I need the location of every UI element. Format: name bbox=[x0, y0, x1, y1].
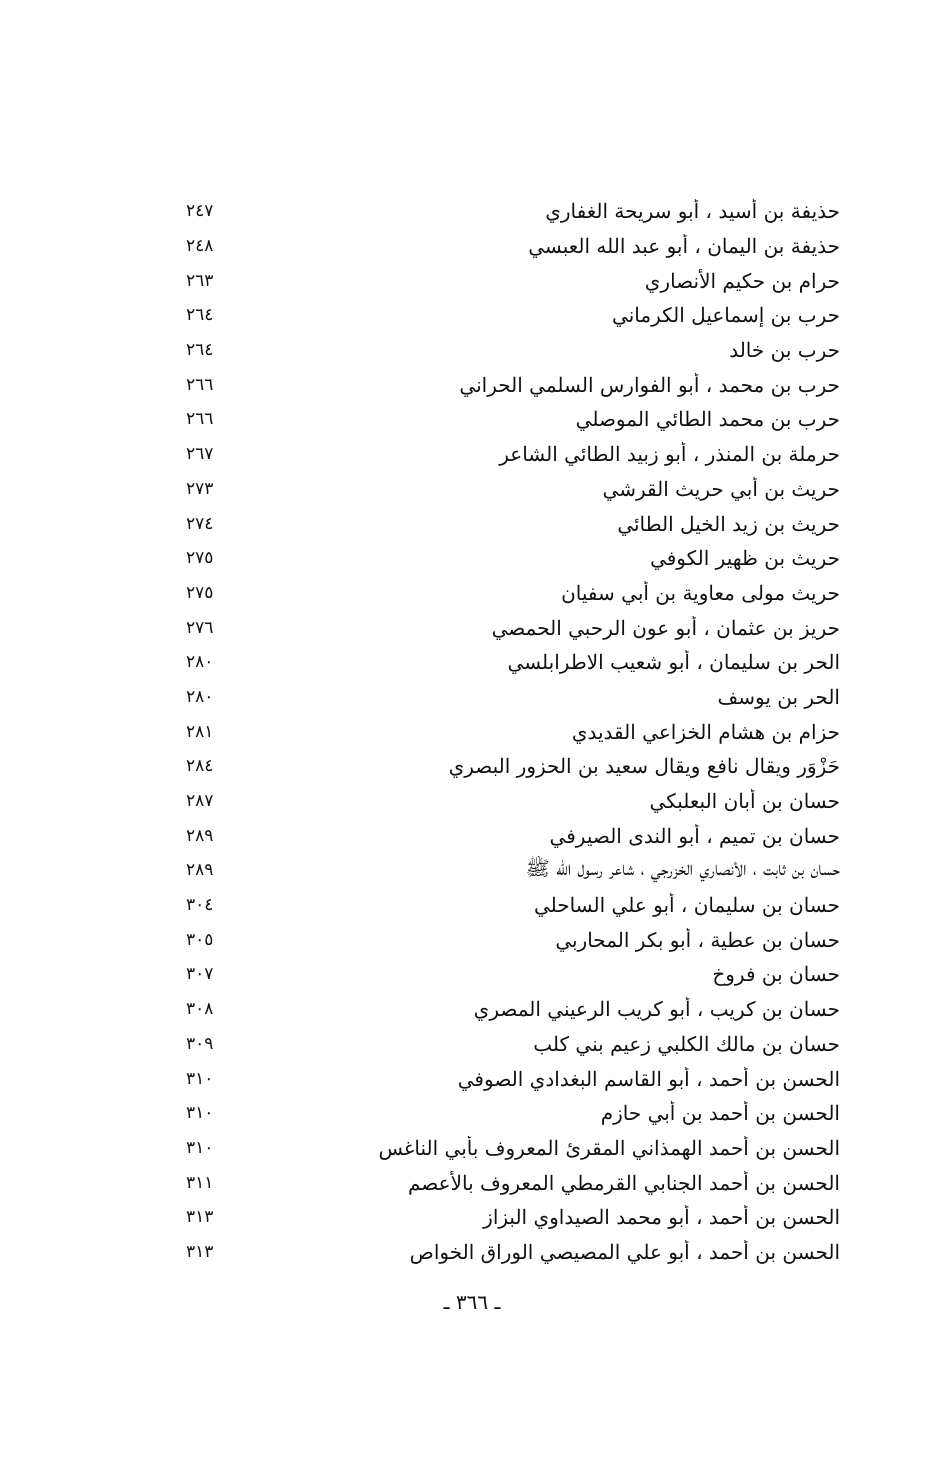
entry-name: الحسن بن أحمد ، أبو محمد الصيداوي البزاز bbox=[483, 1205, 840, 1230]
entry-page-number: ٢٨٠ bbox=[186, 686, 214, 707]
index-entry bbox=[180, 714, 840, 749]
entry-name: حريث بن أبي حريث القرشي bbox=[602, 476, 840, 501]
entry-page-number: ٢٦٧ bbox=[186, 444, 214, 465]
entry-name: حسان بن مالك الكلبي زعيم بني كلب bbox=[533, 1031, 840, 1056]
entry-page-number: ٢٧٥ bbox=[186, 582, 214, 603]
entry-page-number: ٢٦٣ bbox=[186, 270, 214, 291]
entry-name: الحر بن يوسف bbox=[717, 684, 840, 709]
entry-page-number: ٢٦٦ bbox=[186, 409, 214, 430]
entry-page-number: ٣٠٨ bbox=[186, 999, 214, 1020]
entry-name: حسان بن أبان البعلبكي bbox=[649, 789, 840, 814]
entry-name: حريث بن ظهير الكوفي bbox=[650, 546, 840, 571]
entry-name: حريث مولى معاوية بن أبي سفيان bbox=[561, 580, 840, 605]
index-entry bbox=[180, 1131, 840, 1166]
page-number: ـ ٣٦٦ ـ bbox=[443, 1290, 501, 1314]
index-entry bbox=[180, 263, 840, 298]
entry-name: حسان بن تميم ، أبو الندى الصيرفي bbox=[549, 823, 840, 848]
index-entry bbox=[180, 333, 840, 368]
index-entry bbox=[180, 680, 840, 715]
entry-page-number: ٢٨٩ bbox=[186, 860, 214, 881]
index-entry bbox=[180, 853, 840, 888]
index-entry bbox=[180, 298, 840, 333]
index-entry bbox=[180, 749, 840, 784]
index-entry bbox=[180, 957, 840, 992]
index-entry bbox=[180, 402, 840, 437]
entry-name: حسان بن عطية ، أبو بكر المحاربي bbox=[555, 927, 840, 952]
entry-page-number: ٢٤٧ bbox=[186, 201, 214, 222]
entry-name: حذيفة بن اليمان ، أبو عبد الله العبسي bbox=[528, 234, 840, 259]
entry-name: حرب بن محمد ، أبو الفوارس السلمي الحراني bbox=[459, 372, 840, 397]
entry-page-number: ٢٦٦ bbox=[186, 374, 214, 395]
index-entry bbox=[180, 818, 840, 853]
entry-page-number: ٢٧٣ bbox=[186, 478, 214, 499]
index-entry bbox=[180, 784, 840, 819]
index-entry bbox=[180, 1027, 840, 1062]
entry-name: حسان بن سليمان ، أبو علي الساحلي bbox=[533, 893, 840, 918]
index-entry bbox=[180, 645, 840, 680]
entry-name: الحسن بن أحمد بن أبي حازم bbox=[600, 1101, 840, 1126]
index-entry bbox=[180, 506, 840, 541]
entry-name: الحسن بن أحمد الجنابي القرمطي المعروف بالأعصم bbox=[407, 1170, 840, 1195]
index-entry bbox=[180, 576, 840, 611]
index-entry bbox=[180, 472, 840, 507]
entry-name: حرب بن محمد الطائي الموصلي bbox=[575, 407, 840, 432]
index-entry bbox=[180, 610, 840, 645]
entry-page-number: ٣١٠ bbox=[186, 1068, 214, 1089]
index-entry bbox=[180, 541, 840, 576]
entry-page-number: ٢٦٤ bbox=[186, 340, 214, 361]
entry-name: حرب بن خالد bbox=[729, 338, 840, 363]
entry-name: الحسن بن أحمد ، أبو علي المصيصي الوراق الخواص bbox=[409, 1239, 840, 1264]
entry-page-number: ٣٠٩ bbox=[186, 1033, 214, 1054]
index-entry bbox=[180, 229, 840, 264]
entry-name: حرام بن حكيم الأنصاري bbox=[644, 268, 840, 293]
entry-page-number: ٢٨٠ bbox=[186, 652, 214, 673]
index-entry bbox=[180, 1165, 840, 1200]
entry-page-number: ٣٠٥ bbox=[186, 929, 214, 950]
entry-name: حزام بن هشام الخزاعي القديدي bbox=[571, 719, 840, 744]
entry-page-number: ٢٨٧ bbox=[186, 791, 214, 812]
entry-name: حرملة بن المنذر ، أبو زبيد الطائي الشاعر bbox=[499, 442, 840, 467]
entry-page-number: ٢٧٦ bbox=[186, 617, 214, 638]
entry-name: الحر بن سليمان ، أبو شعيب الاطرابلسي bbox=[507, 650, 840, 675]
entry-page-number: ٣٠٧ bbox=[186, 964, 214, 985]
entry-name: حرب بن إسماعيل الكرماني bbox=[612, 303, 840, 328]
index-entry bbox=[180, 1200, 840, 1235]
entry-page-number: ٢٦٤ bbox=[186, 305, 214, 326]
index-entry bbox=[180, 194, 840, 229]
index-entry bbox=[180, 992, 840, 1027]
entry-page-number: ٢٧٥ bbox=[186, 548, 214, 569]
entry-name: حريث بن زيد الخيل الطائي bbox=[617, 511, 840, 536]
entry-page-number: ٢٨١ bbox=[186, 721, 214, 742]
entry-page-number: ٢٨٩ bbox=[186, 825, 214, 846]
index-entry bbox=[180, 367, 840, 402]
entry-name: الحسن بن أحمد الهمذاني المقرئ المعروف بأبي الناغس bbox=[378, 1135, 840, 1160]
entry-name: حَزْوَر ويقال نافع ويقال سعيد بن الحزور البصري bbox=[448, 754, 840, 779]
entry-page-number: ٣١٣ bbox=[186, 1207, 214, 1228]
entry-page-number: ٣١٣ bbox=[186, 1241, 214, 1262]
index-entry bbox=[180, 1061, 840, 1096]
entry-page-number: ٣١٠ bbox=[186, 1103, 214, 1124]
entry-page-number: ٣١١ bbox=[186, 1172, 214, 1193]
entry-name: حسان بن فروخ bbox=[712, 962, 840, 987]
index-entry bbox=[180, 888, 840, 923]
entry-page-number: ٣١٠ bbox=[186, 1137, 214, 1158]
index-entry bbox=[180, 1235, 840, 1270]
entry-page-number: ٣٠٤ bbox=[186, 895, 214, 916]
entry-name: الحسن بن أحمد ، أبو القاسم البغدادي الصوفي bbox=[457, 1066, 840, 1091]
entry-page-number: ٢٤٨ bbox=[186, 236, 214, 257]
index-entry bbox=[180, 1096, 840, 1131]
entry-name: حذيفة بن أسيد ، أبو سريحة الغفاري bbox=[545, 199, 840, 224]
index-list bbox=[180, 194, 840, 1269]
entry-page-number: ٢٧٤ bbox=[186, 513, 214, 534]
entry-name: حريز بن عثمان ، أبو عون الرحبي الحمصي bbox=[491, 615, 840, 640]
entry-page-number: ٢٨٤ bbox=[186, 756, 214, 777]
index-entry bbox=[180, 922, 840, 957]
entry-name: حسان بن ثابت ، الأنصاري الخزرجي ، شاعر رسول الله ﷺ bbox=[525, 855, 840, 880]
index-entry bbox=[180, 437, 840, 472]
entry-name: حسان بن كريب ، أبو كريب الرعيني المصري bbox=[473, 997, 840, 1022]
